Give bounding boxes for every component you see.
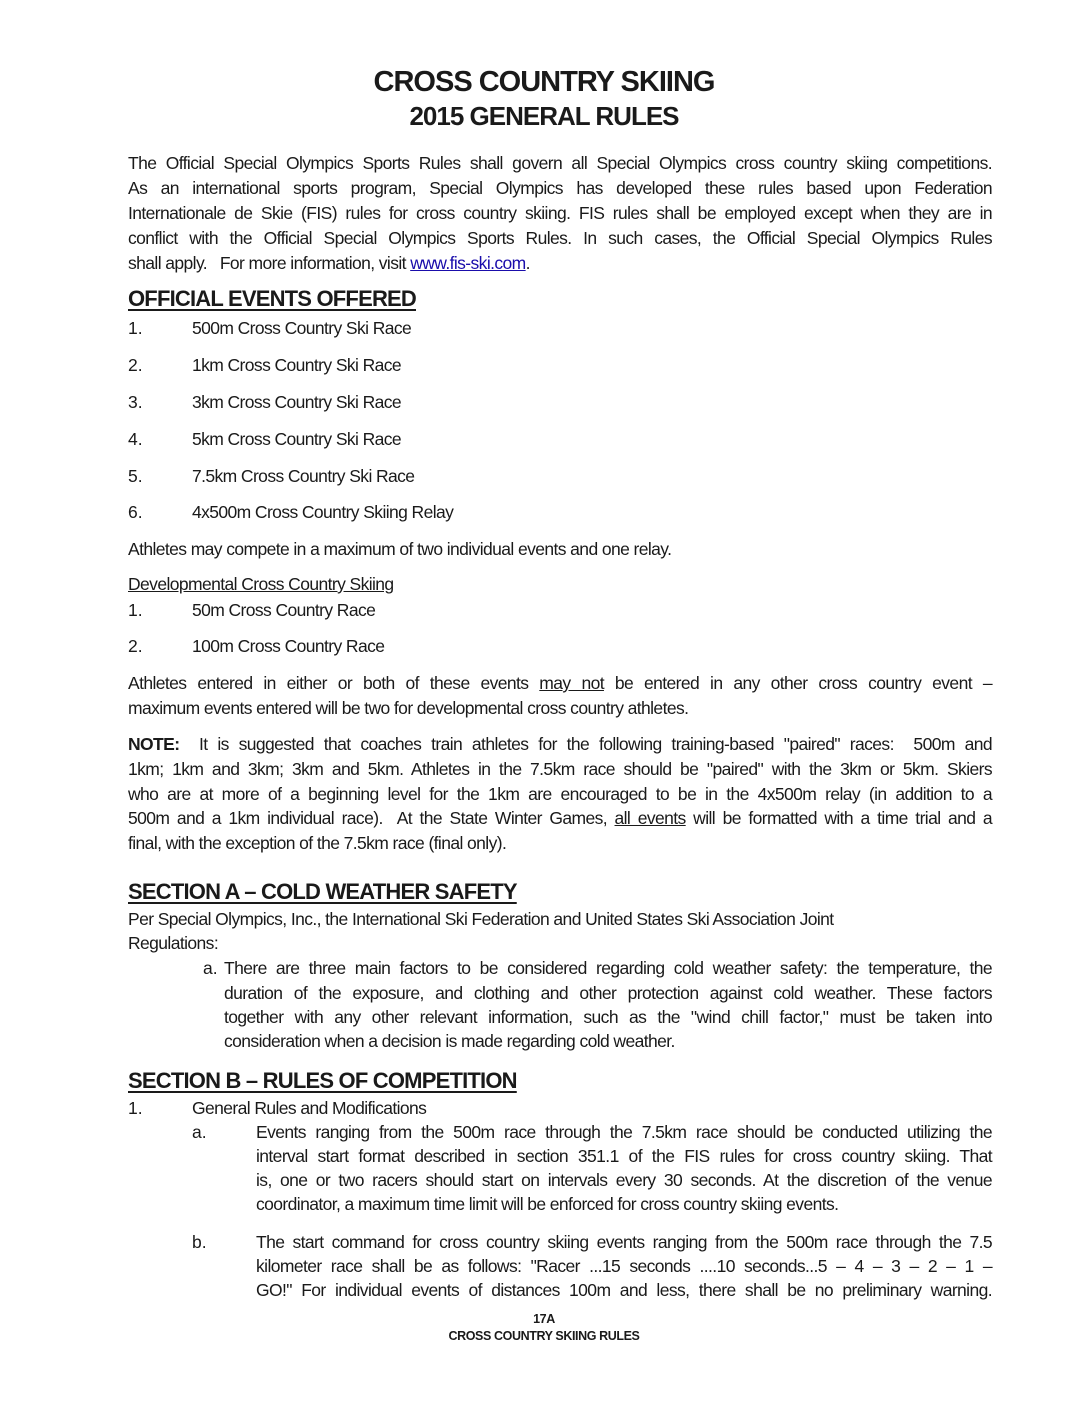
- note-line: [128, 808, 992, 829]
- developmental-paragraph-line: [128, 673, 992, 694]
- sub-rule-line: GO!" For individual events of distances 100m and less, there shall be no preliminary warning.: [256, 1280, 992, 1300]
- section-a-item-label: a.: [203, 958, 218, 978]
- developmental-heading: Developmental Cross Country Skiing: [128, 574, 394, 594]
- official-events-heading: OFFICIAL EVENTS OFFERED: [128, 286, 416, 311]
- document-subtitle: 2015 GENERAL RULES: [409, 101, 679, 131]
- intro-last-line: [128, 253, 530, 274]
- intro-period: .: [525, 253, 530, 273]
- note-text: It is suggested that coaches train athletes for the following training-based "paired" races: 500m and: [179, 734, 992, 754]
- list-item: 1km Cross Country Ski Race: [192, 355, 402, 375]
- note-line: 1km; 1km and 3km; 3km and 5km. Athletes in the 7.5km race should be "paired" with the 3km or 5km. Skiers: [128, 759, 992, 779]
- list-item-number: 4.: [128, 429, 143, 449]
- list-item: 7.5km Cross Country Ski Race: [192, 466, 415, 486]
- section-a-item-line: consideration when a decision is made regarding cold weather.: [224, 1031, 675, 1051]
- section-b-heading: SECTION B – RULES OF COMPETITION: [128, 1068, 517, 1093]
- list-item: 3km Cross Country Ski Race: [192, 392, 402, 412]
- developmental-text: be entered in any other cross country event –: [603, 673, 992, 693]
- list-item-number: 2.: [128, 636, 143, 656]
- page-number: 17A: [533, 1312, 555, 1326]
- note-line: who are at more of a beginning level for the 1km are encouraged to be in the 4x500m relay (in addition to a: [128, 784, 992, 804]
- intro-line: As an international sports program, Special Olympics has developed these rules based upon Federation: [128, 178, 992, 198]
- sub-rule-line: The start command for cross country skiing events ranging from the 500m race through the 7.5: [256, 1232, 992, 1252]
- section-a-item-line: together with any other relevant information, such as the "wind chill factor," must be taken into: [224, 1007, 992, 1027]
- list-item: 500m Cross Country Ski Race: [192, 318, 412, 338]
- list-item: 100m Cross Country Race: [192, 636, 385, 656]
- note-line: final, with the exception of the 7.5km race (final only).: [128, 833, 507, 853]
- fis-website-link[interactable]: www.fis-ski.com: [410, 253, 526, 273]
- sub-rule-line: Events ranging from the 500m race through the 7.5km race should be conducted utilizing the: [256, 1122, 992, 1142]
- list-item-number: 6.: [128, 502, 143, 522]
- footer-title: CROSS COUNTRY SKIING RULES: [448, 1329, 640, 1343]
- may-not-emphasis: may not: [539, 673, 604, 693]
- sub-rule-line: is, one or two racers should start on intervals every 30 seconds. At the discretion of the venue: [256, 1170, 992, 1190]
- note-label: NOTE:: [128, 734, 180, 754]
- section-a-item-line: duration of the exposure, and clothing and other protection against cold weather. These factors: [224, 983, 992, 1003]
- section-a-item-line: There are three main factors to be considered regarding cold weather safety: the temperature, the: [224, 958, 992, 978]
- developmental-text: Athletes entered in either or both of these events: [128, 673, 540, 693]
- list-item: 50m Cross Country Race: [192, 600, 376, 620]
- intro-last-text: shall apply. For more information, visit: [128, 253, 411, 273]
- all-events-emphasis: all events: [614, 808, 686, 828]
- section-a-heading: SECTION A – COLD WEATHER SAFETY: [128, 879, 517, 904]
- list-item-number: 1.: [128, 318, 143, 338]
- list-item-number: 1.: [128, 600, 143, 620]
- intro-line: conflict with the Official Special Olympics Sports Rules. In such cases, the Official Special Olympics Rules: [128, 228, 992, 248]
- sub-rule-label: b.: [192, 1232, 207, 1252]
- sub-rule-line: interval start format described in section 351.1 of the FIS rules for cross country skiing. That: [256, 1146, 992, 1166]
- note-line: [128, 734, 992, 755]
- sub-rule-label: a.: [192, 1122, 207, 1142]
- section-a-intro: Per Special Olympics, Inc., the International Ski Federation and United States Ski Association Joint: [128, 909, 834, 929]
- note-text: 500m and a 1km individual race). At the State Winter Games,: [128, 808, 615, 828]
- list-item: 5km Cross Country Ski Race: [192, 429, 402, 449]
- list-item: 4x500m Cross Country Skiing Relay: [192, 502, 454, 522]
- note-text: will be formatted with a time trial and a: [685, 808, 993, 828]
- intro-line: Internationale de Skie (FIS) rules for cross country skiing. FIS rules shall be employed except when they are in: [128, 203, 992, 223]
- document-title: CROSS COUNTRY SKIING: [373, 66, 715, 98]
- sub-rule-line: coordinator, a maximum time limit will be enforced for cross country skiing events.: [256, 1194, 839, 1214]
- list-item-number: 3.: [128, 392, 143, 412]
- list-item-number: 5.: [128, 466, 143, 486]
- sub-rule-line: kilometer race shall be as follows: "Racer ...15 seconds ....10 seconds...5 – 4 – 3 – 2 – 1 –: [256, 1256, 992, 1276]
- intro-line: The Official Special Olympics Sports Rules shall govern all Special Olympics cross country skiing competitions.: [128, 153, 992, 173]
- rule-title: General Rules and Modifications: [192, 1098, 427, 1118]
- developmental-paragraph-line: maximum events entered will be two for developmental cross country athletes.: [128, 698, 689, 718]
- list-item-number: 2.: [128, 355, 143, 375]
- events-limit-note: Athletes may compete in a maximum of two individual events and one relay.: [128, 539, 672, 559]
- rule-number: 1.: [128, 1098, 143, 1118]
- section-a-intro: Regulations:: [128, 933, 219, 953]
